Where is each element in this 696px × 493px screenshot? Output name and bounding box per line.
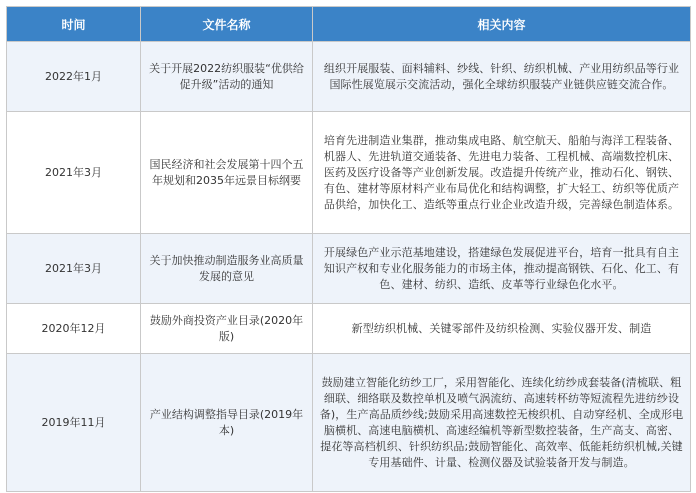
policy-table: [6, 6, 691, 492]
row-content: 开展绿色产业示范基地建设，搭建绿色发展促进平台，培育一批具有自主知识产权和专业化服务能力的市场主体，推动提高钢铁、石化、化工、有色、建材、纺织、造纸、皮革等行业绿色化水平。: [313, 234, 691, 304]
table-row: [7, 304, 691, 354]
header-related-content: 相关内容: [313, 7, 691, 42]
row-time: 2019年11月: [7, 354, 141, 492]
row-document-name: 关于开展2022纺织服装“优供给促升级”活动的通知: [141, 42, 313, 112]
row-content: 新型纺织机械、关键零部件及纺织检测、实验仪器开发、制造: [313, 304, 691, 354]
row-time: 2021年3月: [7, 112, 141, 234]
row-document-name: 国民经济和社会发展第十四个五年规划和2035年远景目标纲要: [141, 112, 313, 234]
table-row: [7, 354, 691, 492]
header-time: 时间: [7, 7, 141, 42]
table-row: [7, 234, 691, 304]
row-document-name: 关于加快推动制造服务业高质量发展的意见: [141, 234, 313, 304]
row-document-name: 产业结构调整指导目录(2019年本): [141, 354, 313, 492]
row-content: 组织开展服装、面料辅料、纱线、针织、纺织机械、产业用纺织品等行业国际性展览展示交流活动，强化全球纺织服装产业链供应链交流合作。: [313, 42, 691, 112]
row-content: 培育先进制造业集群，推动集成电路、航空航天、船舶与海洋工程装备、机器人、先进轨道交通装备、先进电力装备、工程机械、高端数控机床、医药及医疗设备等产业创新发展。改造提升传统产业，推动石化、钢铁、有色、建材等原材料产业布局优化和结构调整，扩大轻工、纺织等优质产品供给，加快化工、造纸等重点行业企业改造升级，完善绿色制造体系。: [313, 112, 691, 234]
row-content: 鼓励建立智能化纺纱工厂，采用智能化、连续化纺纱成套装备(清梳联、粗细联、细络联及数控单机及喷气涡流纺、高速转杯纺等短流程先进纺纱设备)，生产高品质纱线;鼓励采用高速数控无梭织机、自动穿经机、全成形电脑横机、高速电脑横机、高速经编机等新型数控装备，生产高支、高密、提花等高档机织、针织纺织品;鼓励智能化、高效率、低能耗纺织机械,关键专用基础件、计量、检测仪器及试验装备开发与制造。: [313, 354, 691, 492]
row-time: 2022年1月: [7, 42, 141, 112]
header-document-name: 文件名称: [141, 7, 313, 42]
row-time: 2021年3月: [7, 234, 141, 304]
table-row: [7, 42, 691, 112]
row-time: 2020年12月: [7, 304, 141, 354]
table-row: [7, 112, 691, 234]
table-header-row: [7, 7, 691, 42]
policy-table-container: [6, 6, 690, 492]
row-document-name: 鼓励外商投资产业目录(2020年版): [141, 304, 313, 354]
